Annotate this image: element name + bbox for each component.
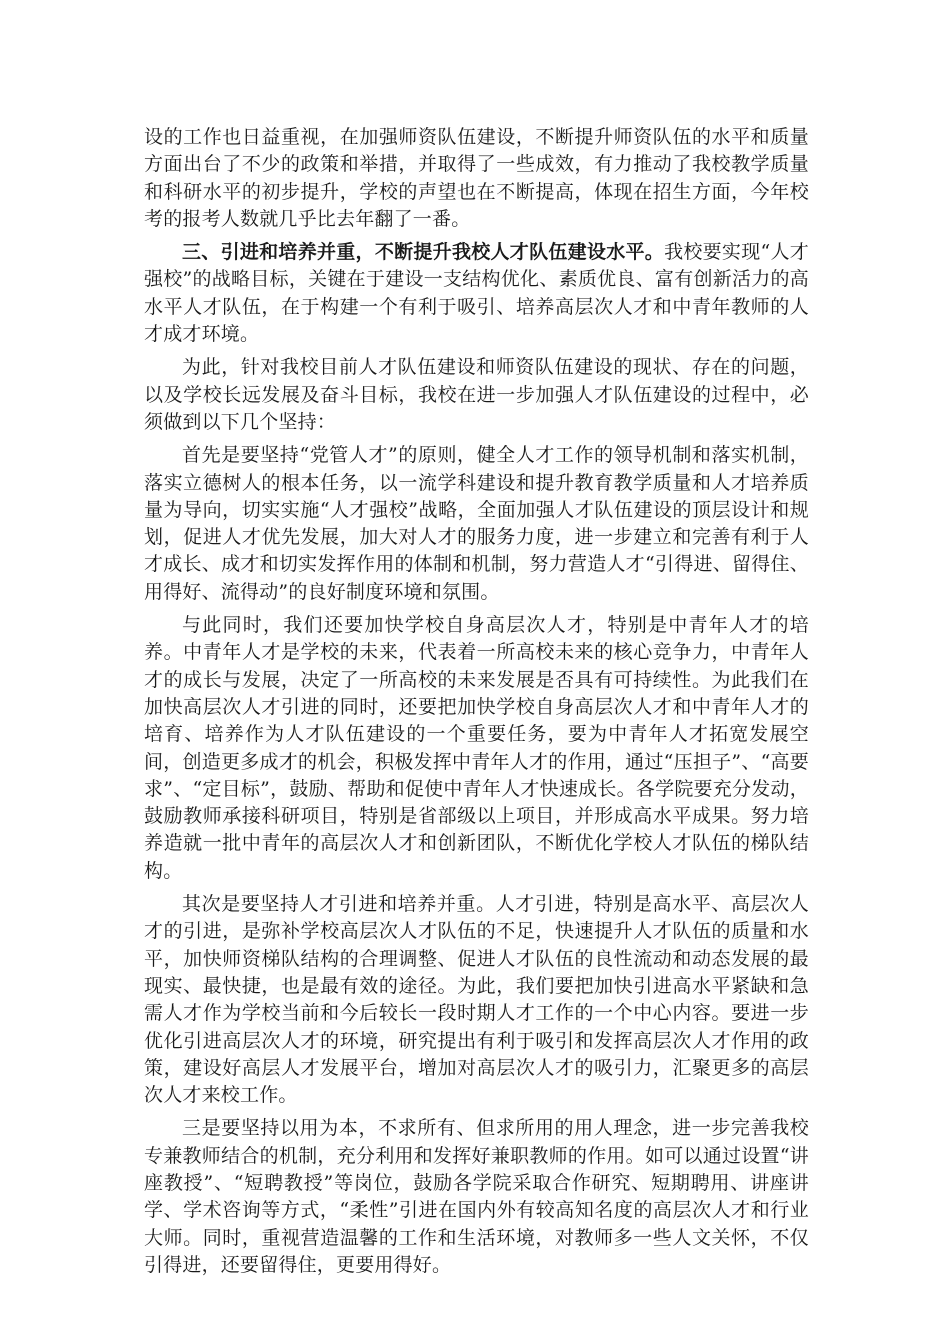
paragraph-7-text: 三是要坚持以用为本，不求所有、但求所用的用人理念，进一步完善我校专兼教师结合的机制，充分利用和发挥好兼职教师的作用。如可以通过设置“讲座教授”、“短聘教授”等岗位，鼓励各学院采取合作研究、短期聘用、讲座讲学、学术咨询等方式，“柔性”引进在国内外有较高知名度的高层次人才和行业大师。同时，重视营造温馨的工作和生活环境，对教师多一些人文关怀，不仅引得进，还要留得住，更要用得好。 [144,1117,809,1276]
paragraph-1 [144,124,809,233]
paragraph-1-text: 设的工作也日益重视，在加强师资队伍建设，不断提升师资队伍的水平和质量方面出台了不少的政策和举措，并取得了一些成效，有力推动了我校教学质量和科研水平的初步提升，学校的声望也在不断提高，体现在招生方面，今年校考的报考人数就几乎比去年翻了一番。 [144,126,809,230]
section-heading-three: 三、引进和培养并重，不断提升我校人才队伍建设水平。 [182,241,665,264]
paragraph-4-text: 首先是要坚持“党管人才”的原则，健全人才工作的领导机制和落实机制，落实立德树人的根本任务，以一流学科建设和提升教育教学质量和人才培养质量为导向，切实实施“人才强校”战略，全面加强人才队伍建设的顶层设计和规划，促进人才优先发展，加大对人才的服务力度，进一步建立和完善有利于人才成长、成才和切实发挥作用的体制和机制，努力营造人才“引得进、留得住、用得好、流得动”的良好制度环境和氛围。 [144,444,809,603]
document-body [144,124,809,1285]
paragraph-2 [144,239,809,348]
paragraph-3 [144,354,809,436]
paragraph-2-text: 我校要实现“人才强校”的战略目标，关键在于建设一支结构优化、素质优良、富有创新活力的高水平人才队伍，在于构建一个有利于吸引、培养高层次人才和中青年教师的人才成才环境。 [144,241,809,346]
paragraph-5 [144,612,809,885]
paragraph-4 [144,442,809,606]
paragraph-7 [144,1115,809,1279]
paragraph-6 [144,891,809,1109]
paragraph-3-text: 为此，针对我校目前人才队伍建设和师资队伍建设的现状、存在的问题，以及学校长远发展及奋斗目标，我校在进一步加强人才队伍建设的过程中，必须做到以下几个坚持： [144,356,809,433]
paragraph-5-text: 与此同时，我们还要加快学校自身高层次人才，特别是中青年人才的培养。中青年人才是学校的未来，代表着一所高校未来的核心竞争力，中青年人才的成长与发展，决定了一所高校的未来发展是否具有可持续性。为此我们在加快高层次人才引进的同时，还要把加快学校自身高层次人才和中青年人才的培育、培养作为人才队伍建设的一个重要任务，要为中青年人才拓宽发展空间，创造更多成才的机会，积极发挥中青年人才的作用，通过“压担子”、“高要求”、“定目标”，鼓励、帮助和促使中青年人才快速成长。各学院要充分发动，鼓励教师承接科研项目，特别是省部级以上项目，并形成高水平成果。努力培养造就一批中青年的高层次人才和创新团队，不断优化学校人才队伍的梯队结构。 [144,614,809,882]
paragraph-6-text: 其次是要坚持人才引进和培养并重。人才引进，特别是高水平、高层次人才的引进，是弥补学校高层次人才队伍的不足，快速提升人才队伍的质量和水平，加快师资梯队结构的合理调整、促进人才队伍的良性流动和动态发展的最现实、最快捷，也是最有效的途径。为此，我们要把加快引进高水平紧缺和急需人才作为学校当前和今后较长一段时期人才工作的一个中心内容。要进一步优化引进高层次人才的环境，研究提出有利于吸引和发挥高层次人才作用的政策，建设好高层人才发展平台，增加对高层次人才的吸引力，汇聚更多的高层次人才来校工作。 [144,893,809,1107]
